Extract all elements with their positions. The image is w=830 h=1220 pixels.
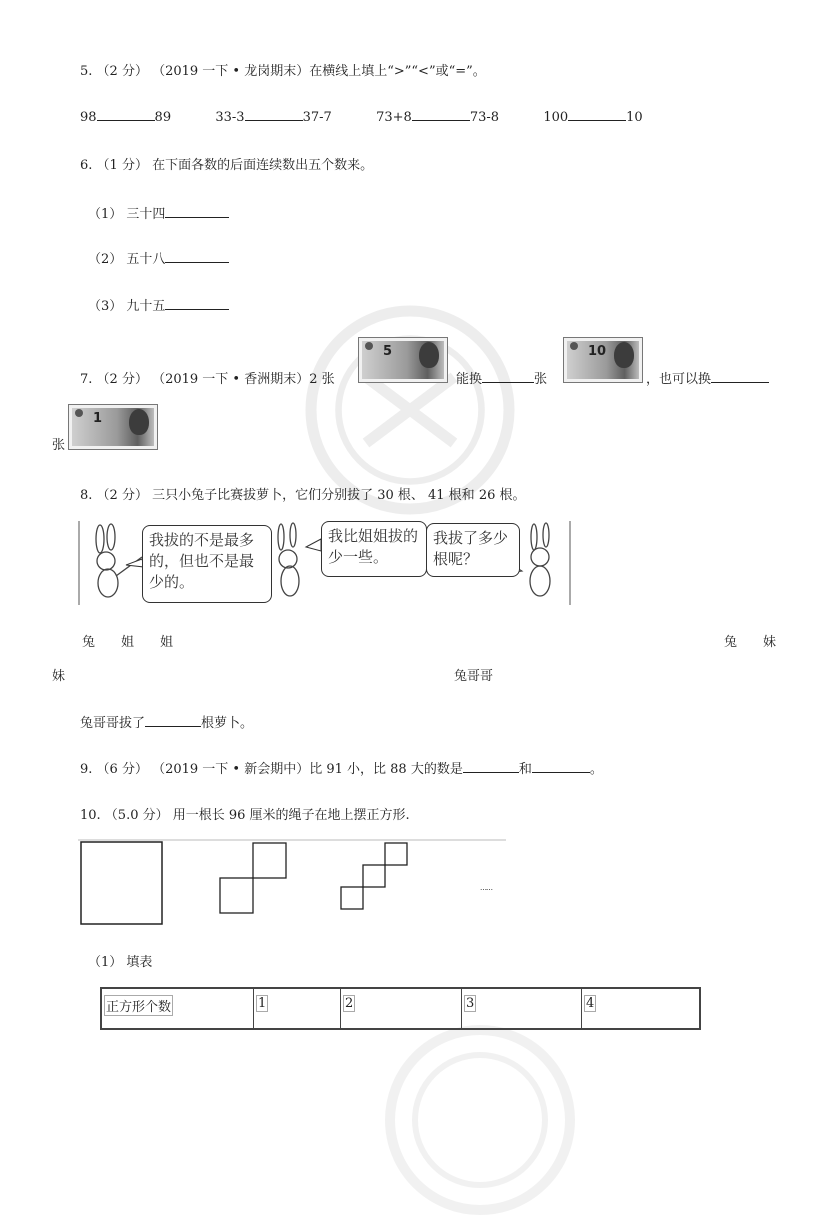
bubble-elder-sister: 我拔的不是最多的，但也不是最少的。 xyxy=(142,525,272,603)
banknote-1-yuan xyxy=(68,404,158,450)
banknote-5-digit: 5 xyxy=(383,344,393,359)
banknote-10-digit: 10 xyxy=(588,344,607,359)
portrait-icon xyxy=(614,342,634,368)
pattern-1-square xyxy=(81,842,162,924)
q6-blank-3[interactable] xyxy=(165,297,229,310)
bubble-brother: 我拔了多少根呢？ xyxy=(426,523,520,577)
q6-item-2-text: 五十八 xyxy=(126,252,166,267)
table-cell-4[interactable] xyxy=(582,989,699,1028)
table-col-3: 3 xyxy=(466,996,475,1011)
squares-table xyxy=(100,987,701,1030)
q9-end: 。 xyxy=(589,762,603,777)
q5-header: 5. （2 分） （2019 一下 • 龙岗期末）在横线上填上“>”“<”或“=”。 xyxy=(80,64,486,79)
q5-item-1-right: 89 xyxy=(154,110,172,125)
q6-item-1-num: （1） xyxy=(88,207,123,222)
q7-also-text: ，也可以换 xyxy=(646,372,712,387)
q6-item-1-text: 三十四 xyxy=(126,207,166,222)
table-cell-3[interactable] xyxy=(462,989,582,1028)
q5-item-2-left: 33-3 xyxy=(215,110,245,125)
q7-blank-2[interactable] xyxy=(711,370,769,383)
q6-item-3-text: 九十五 xyxy=(126,299,166,314)
q5-blank-3[interactable] xyxy=(412,108,470,121)
q5-item-3-left: 73+8 xyxy=(376,110,412,125)
pattern-2-square-b xyxy=(253,843,286,878)
q7-blank-1[interactable] xyxy=(482,370,534,383)
square-patterns xyxy=(78,838,508,928)
q5-blank-4[interactable] xyxy=(568,108,626,121)
q5-item-1-left: 98 xyxy=(80,110,97,125)
q9-text: 9. （6 分） （2019 一下 • 新会期中）比 91 小，比 88 大的数是 xyxy=(80,762,463,777)
q10-header: 10. （5.0 分） 用一根长 96 厘米的绳子在地上摆正方形. xyxy=(80,808,410,823)
q5-item-4-right: 10 xyxy=(626,110,643,125)
pattern-3-square-c xyxy=(385,843,407,865)
q5-item-2-right: 37-7 xyxy=(302,110,332,125)
table-header-cell xyxy=(102,989,254,1028)
q7-can-exchange xyxy=(456,368,547,387)
q5-blank-1[interactable] xyxy=(97,108,155,121)
q9-and: 和 xyxy=(518,762,532,777)
label-younger-sister-1: 兔 妹 xyxy=(724,635,777,650)
table-col-2: 2 xyxy=(345,996,354,1011)
q8-answer-suffix: 根萝卜。 xyxy=(201,716,254,731)
q8-blank[interactable] xyxy=(145,714,201,727)
q6-header: 6. （1 分） 在下面各数的后面连续数出五个数来。 xyxy=(80,158,374,173)
table-col-1: 1 xyxy=(258,996,267,1011)
label-elder-sister: 兔 姐 姐 xyxy=(82,635,174,650)
q6-item-2-num: （2） xyxy=(88,252,123,267)
rabbit-icon xyxy=(530,523,550,596)
portrait-icon xyxy=(129,409,149,435)
emblem-icon xyxy=(570,342,578,350)
watermark-seal-bottom xyxy=(380,1020,580,1220)
bubble-younger-sister: 我比姐姐拔的少一些。 xyxy=(321,521,427,577)
q5-item-3-right: 73-8 xyxy=(469,110,500,125)
banknote-10-yuan xyxy=(563,337,643,383)
q7-zhang-end: 张 xyxy=(52,438,66,453)
rabbit-icon xyxy=(96,524,142,597)
q7-also xyxy=(646,368,769,387)
q6-blank-2[interactable] xyxy=(165,250,229,263)
q6-item-3-num: （3） xyxy=(88,299,123,314)
q8-answer xyxy=(80,712,253,731)
banknote-5-yuan xyxy=(358,337,448,383)
rabbit-icon xyxy=(278,523,299,596)
table-header-text: 正方形个数 xyxy=(104,995,173,1016)
emblem-icon xyxy=(365,342,373,350)
table-cell-1[interactable] xyxy=(254,989,341,1028)
q6-item-1 xyxy=(88,203,229,222)
q8-answer-prefix: 兔哥哥拔了 xyxy=(80,716,146,731)
table-cell-2[interactable] xyxy=(341,989,462,1028)
portrait-icon xyxy=(419,342,439,368)
q9-question xyxy=(80,758,603,777)
pattern-3-square-b xyxy=(363,865,385,887)
rabbit-illustration xyxy=(78,521,571,605)
label-younger-sister-2: 妹 xyxy=(52,669,66,684)
q6-item-3 xyxy=(88,295,229,314)
q6-blank-1[interactable] xyxy=(165,205,229,218)
q5-blank-2[interactable] xyxy=(245,108,303,121)
q5-comparisons xyxy=(80,108,643,125)
label-brother: 兔哥哥 xyxy=(454,669,494,684)
q6-item-2 xyxy=(88,248,229,267)
pattern-ellipsis: …… xyxy=(480,884,492,892)
q9-blank-2[interactable] xyxy=(532,760,590,773)
q9-blank-1[interactable] xyxy=(463,760,519,773)
banknote-1-digit: 1 xyxy=(93,411,103,426)
table-col-4: 4 xyxy=(586,996,595,1011)
q5-item-4-left: 100 xyxy=(543,110,569,125)
emblem-icon xyxy=(75,409,83,417)
q7-header: 7. （2 分） （2019 一下 • 香洲期末）2 张 xyxy=(80,372,335,387)
q10-sub1: （1） 填表 xyxy=(88,955,153,970)
pattern-2-square-a xyxy=(220,878,253,913)
q7-can-exchange-text: 能换 xyxy=(456,372,483,387)
pattern-3-square-a xyxy=(341,887,363,909)
q7-zhang-text: 张 xyxy=(534,372,548,387)
q8-header: 8. （2 分） 三只小兔子比赛拔萝卜，它们分别拔了 30 根、 41 根和 26 根。 xyxy=(80,488,526,503)
